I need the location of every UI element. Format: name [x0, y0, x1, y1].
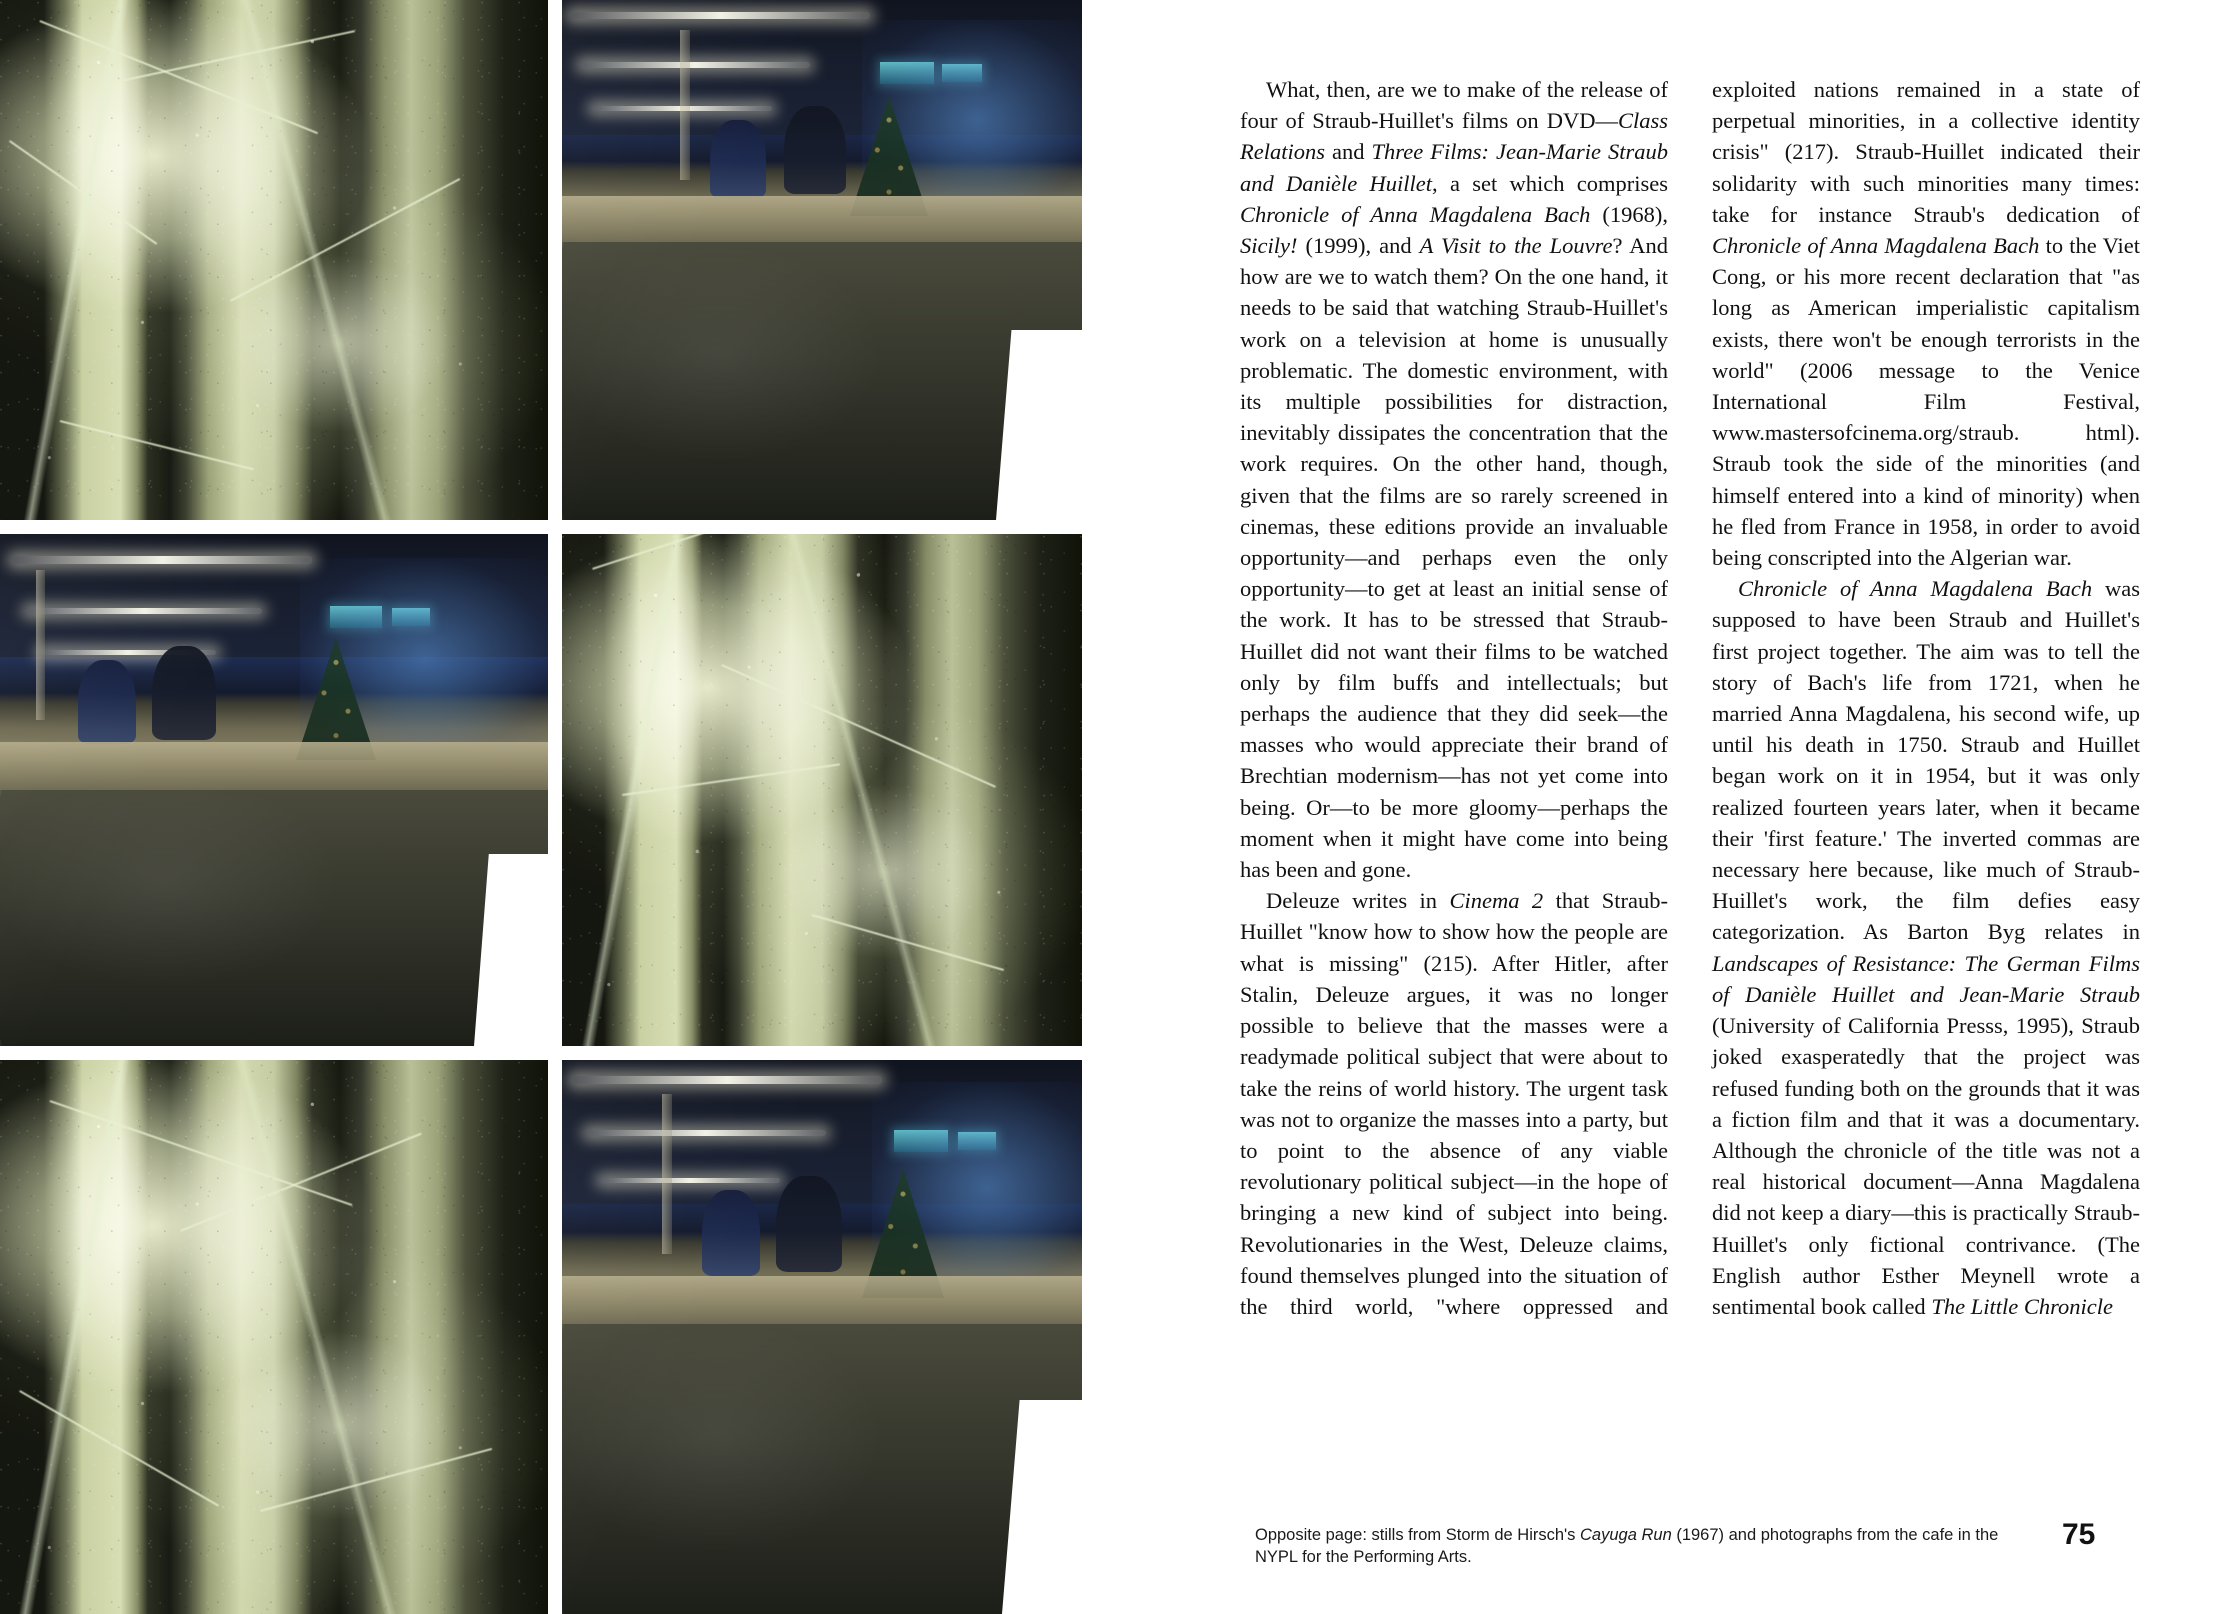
image-caption — [1255, 1524, 2015, 1568]
film-scratch — [49, 1100, 352, 1206]
film-scratch — [592, 534, 859, 570]
ceiling-light — [12, 556, 312, 564]
ceiling-light — [570, 12, 870, 19]
film-still-top-left — [0, 0, 548, 520]
interior-pillar — [680, 30, 690, 180]
caption-middle: (1967) and photographs from the cafe in the NYPL for the Performing Arts. — [1255, 1526, 1999, 1566]
cafe-floor — [562, 1324, 1082, 1614]
cafe-photo-middle-left — [0, 534, 548, 1046]
film-scratch — [230, 178, 461, 302]
film-scratch — [180, 1133, 422, 1232]
film-scratch — [120, 30, 355, 81]
caption-film-title: Cayuga Run — [1580, 1526, 1672, 1544]
film-still-middle-right — [562, 534, 1082, 1046]
seated-figure — [710, 120, 766, 198]
page-number: 75 — [2062, 1518, 2096, 1551]
film-scratch — [260, 1448, 492, 1512]
ceiling-light — [600, 1178, 780, 1183]
two-column-text — [1240, 74, 2140, 1322]
interior-pillar — [36, 570, 45, 720]
ceiling-light — [586, 1130, 826, 1136]
seated-figure — [776, 1176, 842, 1272]
film-scratch — [60, 420, 254, 470]
body-paragraph-1: What, then, are we to make of the release of four of Straub-Huillet's films on DVD—Class Relations and Three Films: Jean-Marie Straub and Danièle Huillet, a set which comprises Chronicle of Anna Magdalena Bach (1968), Sicily! (1999), and A Visit to the Louvre? And how are we to watch them? On the one hand, it needs to be said that watching Straub-Huillet's work on a television at home is unusually problematic. The domestic environment, with its multiple possibilities for distraction, inevitably dissipates the concentration that the work requires. On the other hand, though, given that the films are so rarely screened in cinemas, these editions provide an invaluable opportunity—and perhaps even the only opportunity—to get at least an initial sense of the work. It has to be stressed that Straub-Huillet did not want their films to be watched only by film buffs and intellectuals; but perhaps the audience that they did seek—the masses who would appreciate their brand of Brechtian modernism—has not yet come into being. Or—to be more gloomy—perhaps the moment when it might have come into being has been and gone. — [1240, 77, 1669, 883]
film-grain-overlay — [0, 0, 548, 520]
ceiling-light — [26, 608, 262, 614]
film-scratch — [39, 20, 318, 134]
film-grain-overlay — [0, 1060, 548, 1614]
cafe-photo-top-right — [562, 0, 1082, 520]
cafe-counter — [562, 196, 1082, 242]
seated-figure — [784, 106, 846, 194]
caption-prefix: Opposite page: stills from Storm de Hirsch's — [1255, 1526, 1581, 1544]
body-paragraph-2: Deleuze writes in Cinema 2 that Straub-Huillet "know how to show how the people are what is missing" (215). After Hitler, after Stalin, Deleuze argues, it was no longer possible to believe that the masses were a readymade political subject that were about to take the reins of world history. The urgent task was not to organize the masses into a party, but to point to the absence of any viable revolutionary political subject—in the hope of bringing a new kind of subject into being. Revolutionaries in the West, Deleuze claims, found themselves plunged into the situation of the third world, "where oppressed and exploited nations remained in a state of perpetual minorities, in a collective identity crisis" (217). Straub-Huillet indicated their solidarity with such minorities many times: take for instance Straub's dedication of Chronicle of Anna Magdalena Bach to the Viet Cong, or his more recent declaration that "as long as American imperialistic capitalism exists, there won't be enough terrorists in the world" (2006 message to the Venice International Film Festival, www.mastersofcinema.org/straub. html). Straub took the side of the minorities (and himself entered into a kind of minority) when he fled from France in 1958, in order to avoid being conscripted into the Algerian war. — [1240, 77, 2140, 1319]
film-scratch — [622, 763, 840, 795]
film-still-bottom-left — [0, 1060, 548, 1614]
cafe-floor — [0, 790, 548, 1046]
ceiling-light — [572, 1076, 882, 1084]
image-grid — [0, 0, 1094, 1614]
article-body — [1240, 74, 2140, 1514]
cafe-counter — [562, 1276, 1082, 1324]
film-scratch — [9, 140, 157, 244]
seated-figure — [702, 1190, 760, 1276]
film-scratch — [811, 914, 1004, 971]
cafe-counter — [0, 742, 548, 790]
ceiling-light — [580, 62, 810, 68]
film-scratch — [19, 1390, 219, 1506]
seated-figure — [78, 660, 136, 744]
cafe-photo-bottom-right — [562, 1060, 1082, 1614]
seated-figure — [152, 646, 216, 740]
body-paragraph-3: Chronicle of Anna Magdalena Bach was supposed to have been Straub and Huillet's first project together. The aim was to tell the story of Bach's life from 1721, when he married Anna Magdalena, his second wife, up until his death in 1750. Straub and Huillet began work on it in 1954, but it was only realized fourteen years later, when it became their 'first feature.' The inverted commas are necessary here because, like much of Straub-Huillet's work, the film defies easy categorization. As Barton Byg relates in Landscapes of Resistance: The German Films of Danièle Huillet and Jean-Marie Straub (University of California Presss, 1995), Straub joked exasperatedly that the project was refused funding both on the grounds that it was a fiction film and that it was a documentary. Although the chronicle of the title was not a real historical document—Anna Magdalena did not keep a diary—this is practically Straub-Huillet's only fictional contrivance. (The English author Esther Meynell wrote a sentimental book called The Little Chronicle — [1712, 576, 2140, 1319]
interior-pillar — [662, 1094, 672, 1254]
film-scratch — [721, 664, 996, 787]
